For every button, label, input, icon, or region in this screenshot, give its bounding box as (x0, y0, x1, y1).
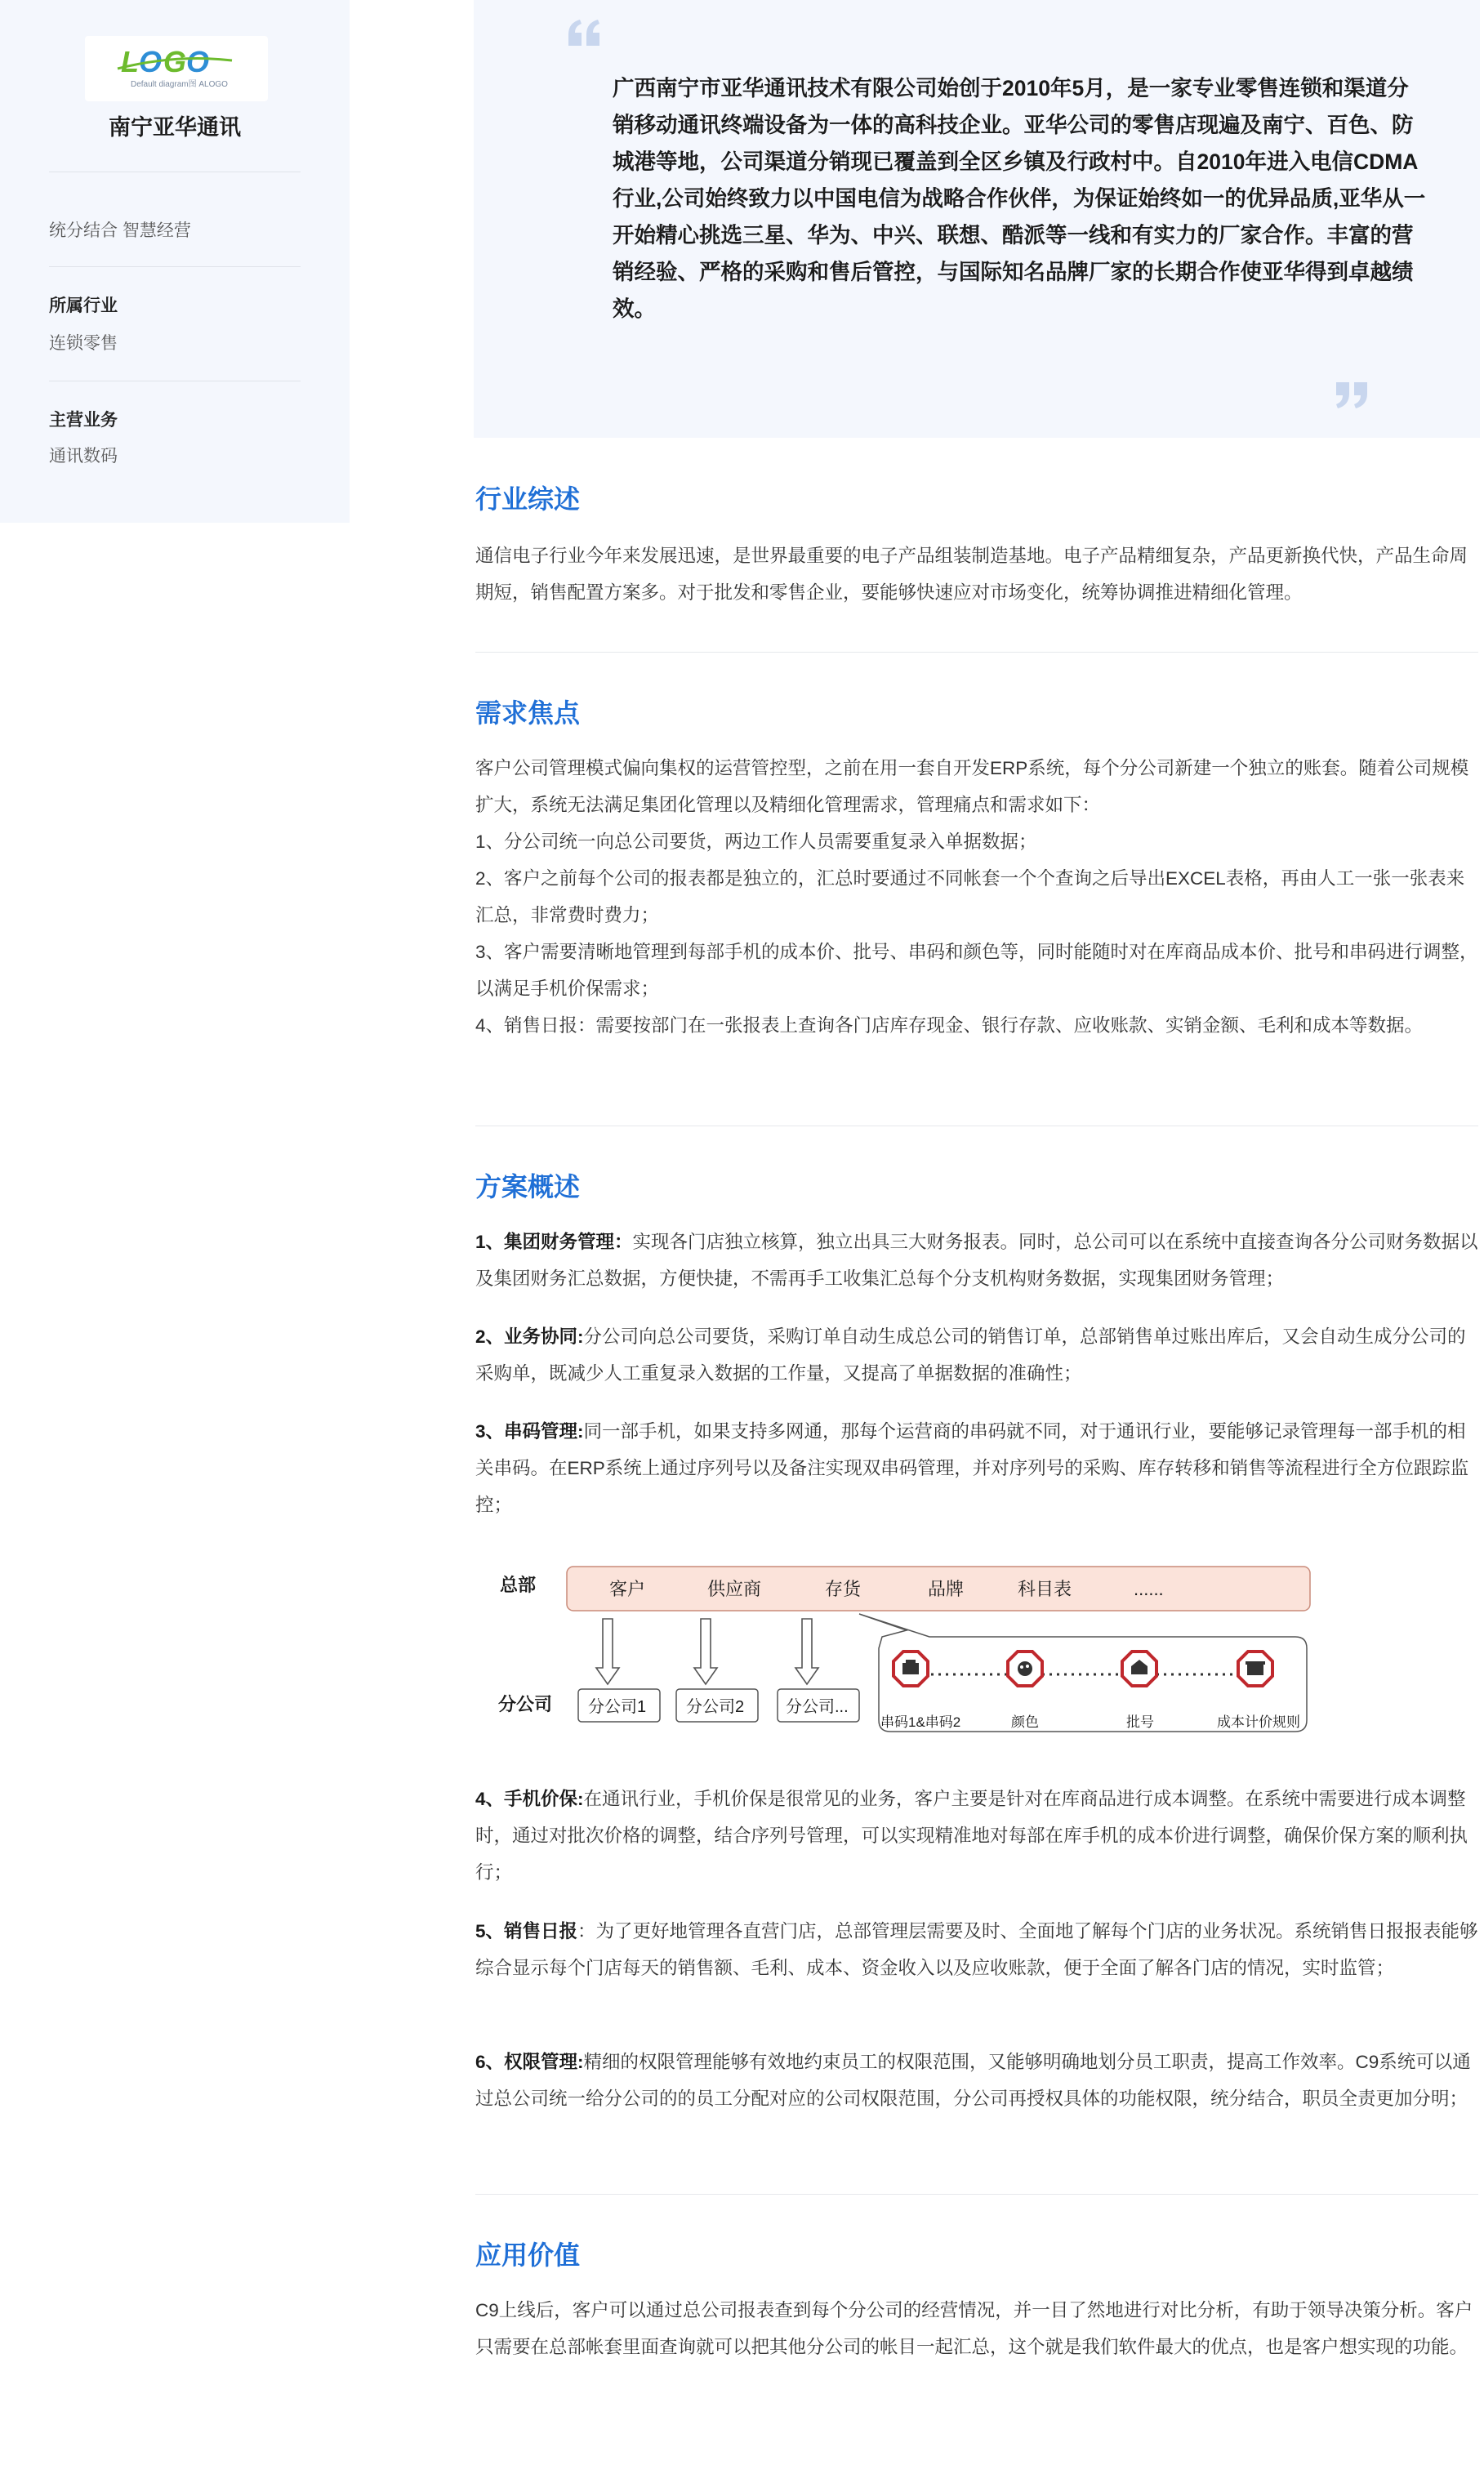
section-title-solution: 方案概述 (475, 1172, 581, 1201)
company-sidebar (0, 0, 350, 523)
hq-item: 存货 (825, 1579, 862, 1599)
svg-text:O: O (186, 45, 210, 78)
costing-icon (1238, 1652, 1272, 1686)
attribute-label: 批号 (1126, 1714, 1154, 1730)
hq-item: 科目表 (1018, 1579, 1072, 1599)
svg-text:G: G (163, 45, 187, 78)
solution-point-finance (475, 1224, 1478, 1297)
solution-point-permissions (475, 2044, 1478, 2117)
branch-box: 分公司... (786, 1698, 849, 1716)
needs-item: 4、销售日报：需要按部门在一张报表上查询各门店库存现金、银行存款、应收账款、实销金额、毛利和成本等数据。 (475, 1015, 1424, 1036)
svg-text:Default diagram图 ALOGO: Default diagram图 ALOGO (131, 80, 228, 89)
point-label: 1、集团财务管理： (475, 1232, 633, 1252)
business-label: 主营业务 (49, 411, 118, 430)
down-arrow-icon (694, 1619, 717, 1684)
architecture-diagram (482, 1552, 1315, 1756)
point-label: 4、手机价保: (475, 1789, 584, 1809)
point-text: 同一部手机，如果支持多网通，那每个运营商的串码就不同，对于通讯行业，要能够记录管理每一部手机的相关串码。在ERP系统上通过序列号以及备注实现双串码管理，并对序列号的采购、库存转移和销售等流程进行全方位跟踪监控； (475, 1421, 1469, 1515)
section-title-needs: 需求焦点 (475, 698, 581, 728)
point-text: 实现各门店独立核算，独立出具三大财务报表。同时，总公司可以在系统中直接查询各分公司财务数据以及集团财务汇总数据，方便快捷，不需再手工收集汇总每个分支机构财务数据，实现集团财务管理； (475, 1232, 1478, 1289)
section-divider (475, 652, 1478, 653)
hq-item: 品牌 (928, 1579, 965, 1599)
svg-text:O: O (139, 45, 163, 78)
point-text: 在通讯行业，手机价保是很常见的业务，客户主要是针对在库商品进行成本调整。在系统中需要进行成本调整时，通过对批次价格的调整，结合序列号管理，可以实现精准地对每部在库手机的成本价进行调整，确保价保方案的顺利执行； (475, 1789, 1468, 1883)
industry-label: 所属行业 (49, 296, 118, 315)
svg-text:L: L (121, 45, 139, 78)
company-slogan: 统分结合 智慧经营 (49, 221, 191, 240)
hq-label: 总部 (500, 1575, 537, 1595)
hq-item: 供应商 (707, 1579, 762, 1599)
point-label: 6、权限管理: (475, 2052, 584, 2072)
color-icon (1008, 1652, 1042, 1686)
intro-quote-panel (474, 0, 1480, 438)
company-logo (85, 36, 268, 101)
solution-point-imei (475, 1413, 1478, 1523)
open-quote-icon (567, 18, 603, 47)
phone-imei-icon (894, 1652, 928, 1686)
overview-text: 通信电子行业今年来发展迅速，是世界最重要的电子产品组装制造基地。电子产品精细复杂，产品更新换代快，产品生命周期短，销售配置方案多。对于批发和零售企业，要能够快速应对市场变化，统筹协调推进精细化管理。 (475, 546, 1468, 603)
needs-item: 2、客户之前每个公司的报表都是独立的，汇总时要通过不同帐套一个个查询之后导出EXCEL表格，再由人工一张一张表来汇总，非常费时费力； (475, 868, 1465, 925)
hq-item: ...... (1134, 1579, 1164, 1599)
solution-point-price-protect (475, 1781, 1478, 1891)
point-text: ：为了更好地管理各直营门店，总部管理层需要及时、全面地了解每个门店的业务状况。系统销售日报报表能够综合显示每个门店每天的销售额、毛利、成本、资金收入以及应收账款，便于全面了解各门店的情况，实时监管； (475, 1921, 1478, 1978)
needs-item: 3、客户需要清晰地管理到每部手机的成本价、批号、串码和颜色等，同时能随时对在库商品成本价、批号和串码进行调整，以满足手机价保需求； (475, 942, 1478, 999)
intro-text: 广西南宁市亚华通讯技术有限公司始创于2010年5月，是一家专业零售连锁和渠道分销移动通讯终端设备为一体的高科技企业。亚华公司的零售店现遍及南宁、百色、防城港等地，公司渠道分销现已覆盖到全区乡镇及行政村中。自2010年进入电信CDMA行业,公司始终致力以中国电信为战略合作伙伴，为保证始终如一的优异品质,亚华从一开始精心挑选三星、华为、中兴、联想、酷派等一线和有实力的厂家合作。丰富的营销经验、严格的采购和售后管控，与国际知名品牌厂家的长期合作使亚华得到卓越绩效。 (613, 76, 1426, 321)
branch-box: 分公司1 (588, 1698, 647, 1716)
point-text: 分公司向总公司要货，采购订单自动生成总公司的销售订单，总部销售单过账出库后，又会自动生成分公司的采购单，既减少人工重复录入数据的工作量，又提高了单据数据的准确性； (475, 1326, 1466, 1384)
hq-item: 客户 (609, 1579, 646, 1599)
branch-box: 分公司2 (686, 1698, 745, 1716)
company-name: 南宁亚华通讯 (109, 115, 241, 140)
point-label: 2、业务协同: (475, 1326, 584, 1347)
down-arrow-icon (795, 1619, 818, 1684)
needs-item: 1、分公司统一向总公司要货，两边工作人员需要重复录入单据数据； (475, 831, 1037, 852)
section-title-value: 应用价值 (475, 2240, 581, 2270)
section-title-overview: 行业综述 (475, 484, 581, 514)
batch-icon (1122, 1652, 1156, 1686)
needs-intro: 客户公司管理模式偏向集权的运营管控型，之前在用一套自开发ERP系统，每个分公司新建一个独立的账套。随着公司规模扩大，系统无法满足集团化管理以及精细化管理需求，管理痛点和需求如下： (475, 758, 1469, 815)
section-divider (475, 2194, 1478, 2195)
needs-block (475, 750, 1478, 1044)
attribute-label: 成本计价规则 (1217, 1714, 1300, 1730)
value-text: C9上线后，客户可以通过总公司报表查到每个分公司的经营情况，并一目了然地进行对比分析，有助于领导决策分析。客户只需要在总部帐套里面查询就可以把其他分公司的帐目一起汇总，这个就是我们软件最大的优点，也是客户想实现的功能。 (475, 2300, 1473, 2357)
point-text: 精细的权限管理能够有效地约束员工的权限范围，又能够明确地划分员工职责，提高工作效率。C9系统可以通过总公司统一给分公司的的员工分配对应的公司权限范围，分公司再授权具体的功能权限，统分结合，职员全责更加分明； (475, 2052, 1471, 2109)
attribute-label: 颜色 (1011, 1714, 1039, 1730)
down-arrow-icon (596, 1619, 619, 1684)
solution-point-daily-report (475, 1913, 1478, 1986)
business-value: 通讯数码 (49, 447, 118, 466)
sidebar-divider (49, 266, 301, 267)
attribute-label: 串码1&串码2 (880, 1714, 961, 1730)
point-label: 3、串码管理: (475, 1421, 584, 1442)
close-quote-icon (1333, 381, 1369, 410)
branch-label: 分公司 (498, 1694, 553, 1714)
point-label: 5、销售日报 (475, 1921, 578, 1941)
industry-value: 连锁零售 (49, 334, 118, 353)
solution-point-collab (475, 1318, 1478, 1392)
